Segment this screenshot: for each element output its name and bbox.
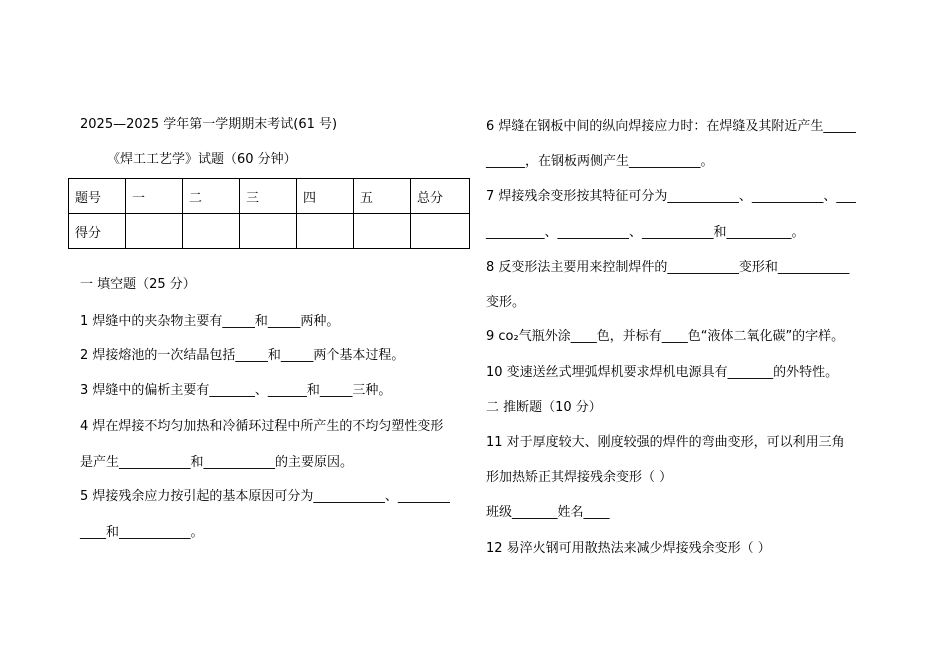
- question-11-line2: 形加热矫正其焊接残余变形（ ）: [486, 470, 673, 485]
- score-entry-cell: [354, 214, 411, 249]
- question-4-line2: 是产生___________和___________的主要原因。: [80, 455, 354, 470]
- score-entry-cell: [183, 214, 240, 249]
- question-8-line2: 变形。: [486, 295, 526, 310]
- table-cell: 题号: [69, 179, 126, 214]
- class-name-line: 班级_______姓名____: [486, 505, 610, 520]
- question-9: 9 co₂气瓶外涂____色，并标有____色“液体二氧化碳”的字样。: [486, 329, 845, 344]
- question-6-line1: 6 焊缝在钢板中间的纵向焊接应力时：在焊缝及其附近产生_____: [486, 119, 856, 134]
- question-5-line1: 5 焊接残余应力按引起的基本原因可分为___________、________: [80, 489, 450, 504]
- question-1: 1 焊缝中的夹杂物主要有_____和_____两种。: [80, 314, 340, 329]
- question-4-line1: 4 焊在焊接不均匀加热和冷循环过程中所产生的不均匀塑性变形: [80, 419, 444, 434]
- table-cell: 总分: [411, 179, 470, 214]
- table-cell: 四: [297, 179, 354, 214]
- table-cell: 五: [354, 179, 411, 214]
- question-12: 12 易淬火钢可用散热法来减少焊接残余变形（ ）: [486, 541, 771, 556]
- score-table: [68, 178, 470, 249]
- question-5-line2: ____和___________。: [80, 525, 204, 540]
- score-entry-cell: [411, 214, 470, 249]
- score-entry-cell: [240, 214, 297, 249]
- table-cell: 三: [240, 179, 297, 214]
- section1-title: 一 填空题（25 分）: [80, 277, 196, 292]
- question-3: 3 焊缝中的偏析主要有_______、______和_____三种。: [80, 383, 392, 398]
- question-6-line2: ______，在钢板两侧产生___________。: [486, 154, 714, 169]
- section2-title: 二 推断题（10 分）: [486, 400, 602, 415]
- score-entry-cell: [297, 214, 354, 249]
- question-7-line2: _________、___________、___________和__________。: [486, 225, 805, 240]
- question-7-line1: 7 焊接残余变形按其特征可分为___________、___________、___: [486, 189, 856, 204]
- question-11-line1: 11 对于厚度较大、刚度较强的焊件的弯曲变形，可以利用三角: [486, 435, 845, 450]
- question-10: 10 变速送丝式埋弧焊机要求焊机电源具有_______的外特性。: [486, 365, 839, 380]
- table-cell: 一: [126, 179, 183, 214]
- question-8-line1: 8 反变形法主要用来控制焊件的___________变形和___________: [486, 260, 850, 275]
- table-cell: 得分: [69, 214, 126, 249]
- exam-subtitle: 《焊工工艺学》试题（60 分钟）: [107, 152, 297, 167]
- table-cell: 二: [183, 179, 240, 214]
- score-table-header-row: [69, 179, 470, 214]
- question-2: 2 焊接熔池的一次结晶包括_____和_____两个基本过程。: [80, 348, 405, 363]
- score-table-score-row: [69, 214, 470, 249]
- score-entry-cell: [126, 214, 183, 249]
- exam-title: 2025—2025 学年第一学期期末考试(61 号): [80, 117, 338, 132]
